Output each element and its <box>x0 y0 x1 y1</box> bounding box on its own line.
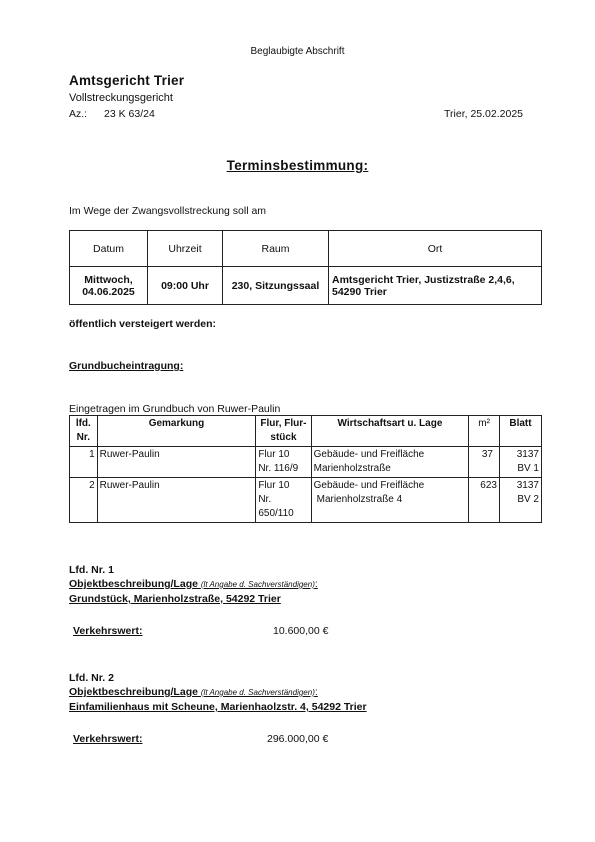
object-label-text: Objektbeschreibung/Lage <box>69 578 198 590</box>
row-wirtschaft-line2: Marienholzstraße <box>313 463 391 474</box>
lot-1-object-label <box>69 578 318 590</box>
schedule-header-date: Datum <box>70 231 148 267</box>
schedule-place <box>329 267 542 305</box>
schedule-header-room: Raum <box>223 231 329 267</box>
row-wirtschaft-line1: Gebäude- und Freifläche <box>313 480 425 491</box>
row-flur <box>256 478 311 523</box>
schedule-date <box>70 267 148 305</box>
header-lfd-line1: lfd. <box>75 418 91 429</box>
row-flur-line1: Flur 10 <box>258 449 290 460</box>
land-register-intro: Eingetragen im Grundbuch von Ruwer-Paulin <box>69 403 281 415</box>
land-register-row <box>70 447 542 478</box>
row-blatt-line1: 3137 <box>516 480 539 491</box>
row-flur-line2: Nr. <box>258 494 272 505</box>
header-lfd-line2: Nr. <box>76 432 90 443</box>
row-blatt <box>499 478 541 523</box>
row-m2: 623 <box>469 478 500 523</box>
row-nr: 1 <box>70 447 98 478</box>
document-title: Terminsbestimmung: <box>226 158 369 173</box>
file-number: 23 K 63/24 <box>104 108 155 120</box>
lot-1-value: 10.600,00 € <box>273 625 329 637</box>
schedule-date-value: 04.06.2025 <box>82 285 135 298</box>
place-date: Trier, 25.02.2025 <box>444 108 523 120</box>
header-flur-line2: stück <box>270 432 297 443</box>
row-m2: 37 <box>469 447 500 478</box>
lot-2-value-label: Verkehrswert: <box>73 733 143 745</box>
schedule-place-line1: Amtsgericht Trier, Justizstraße 2,4,6, <box>332 273 515 286</box>
land-register-row <box>70 478 542 523</box>
row-wirtschaftsart <box>311 478 469 523</box>
row-flur <box>256 447 311 478</box>
object-note: (lt Angabe d. Sachverständigen) <box>200 688 315 697</box>
lot-2-description: Einfamilienhaus mit Scheune, Marienhaolzstr. 4, 54292 Trier <box>69 701 367 713</box>
row-blatt-line2: BV 1 <box>517 463 539 474</box>
land-register-table <box>69 415 542 523</box>
header-gemarkung: Gemarkung <box>97 416 256 447</box>
header-flur-line1: Flur, Flur- <box>260 418 307 429</box>
schedule-header-time: Uhrzeit <box>148 231 223 267</box>
schedule-weekday: Mittwoch, <box>84 273 133 286</box>
object-label-text: Objektbeschreibung/Lage <box>69 686 198 698</box>
header-m2: m² <box>469 416 500 447</box>
object-colon: : <box>314 578 318 590</box>
header-wirtschaftsart: Wirtschaftsart u. Lage <box>311 416 469 447</box>
intro-text: Im Wege der Zwangsvollstreckung soll am <box>69 205 267 217</box>
row-gemarkung: Ruwer-Paulin <box>97 478 256 523</box>
lot-2-heading: Lfd. Nr. 2 <box>69 672 114 684</box>
schedule-header-row <box>70 231 542 267</box>
row-gemarkung: Ruwer-Paulin <box>97 447 256 478</box>
lot-2-object-label <box>69 686 318 698</box>
object-note: (lt Angabe d. Sachverständigen) <box>200 580 315 589</box>
certification-label: Beglaubigte Abschrift <box>250 46 345 57</box>
row-wirtschaft-line2: Marienholzstraße 4 <box>316 494 403 505</box>
row-flur-line2: Nr. 116/9 <box>258 463 299 474</box>
schedule-room: 230, Sitzungssaal <box>223 267 329 305</box>
auction-statement: öffentlich versteigert werden: <box>69 318 217 330</box>
court-name: Amtsgericht Trier <box>69 73 185 88</box>
row-wirtschaftsart <box>311 447 469 478</box>
row-blatt-line1: 3137 <box>516 449 539 460</box>
lot-1-heading: Lfd. Nr. 1 <box>69 564 114 576</box>
lot-2-value: 296.000,00 € <box>267 733 329 745</box>
header-flur <box>256 416 311 447</box>
schedule-place-line2: 54290 Trier <box>332 285 387 298</box>
lot-1-value-label: Verkehrswert: <box>73 625 143 637</box>
schedule-time: 09:00 Uhr <box>148 267 223 305</box>
schedule-header-place: Ort <box>329 231 542 267</box>
row-flur-line1: Flur 10 <box>258 480 290 491</box>
row-wirtschaft-line1: Gebäude- und Freifläche <box>313 449 425 460</box>
header-blatt: Blatt <box>499 416 541 447</box>
land-register-title: Grundbucheintragung: <box>69 360 184 372</box>
lot-1-description: Grundstück, Marienholzstraße, 54292 Trier <box>69 593 281 605</box>
row-blatt-line2: BV 2 <box>517 494 539 505</box>
schedule-table <box>69 230 542 305</box>
header-lfd <box>70 416 98 447</box>
court-department: Vollstreckungsgericht <box>69 92 173 104</box>
file-number-label: Az.: <box>69 108 88 120</box>
land-register-header-row <box>70 416 542 447</box>
object-colon: : <box>314 686 318 698</box>
schedule-row <box>70 267 542 305</box>
row-nr: 2 <box>70 478 98 523</box>
row-blatt <box>499 447 541 478</box>
row-flur-line3: 650/110 <box>258 508 294 519</box>
